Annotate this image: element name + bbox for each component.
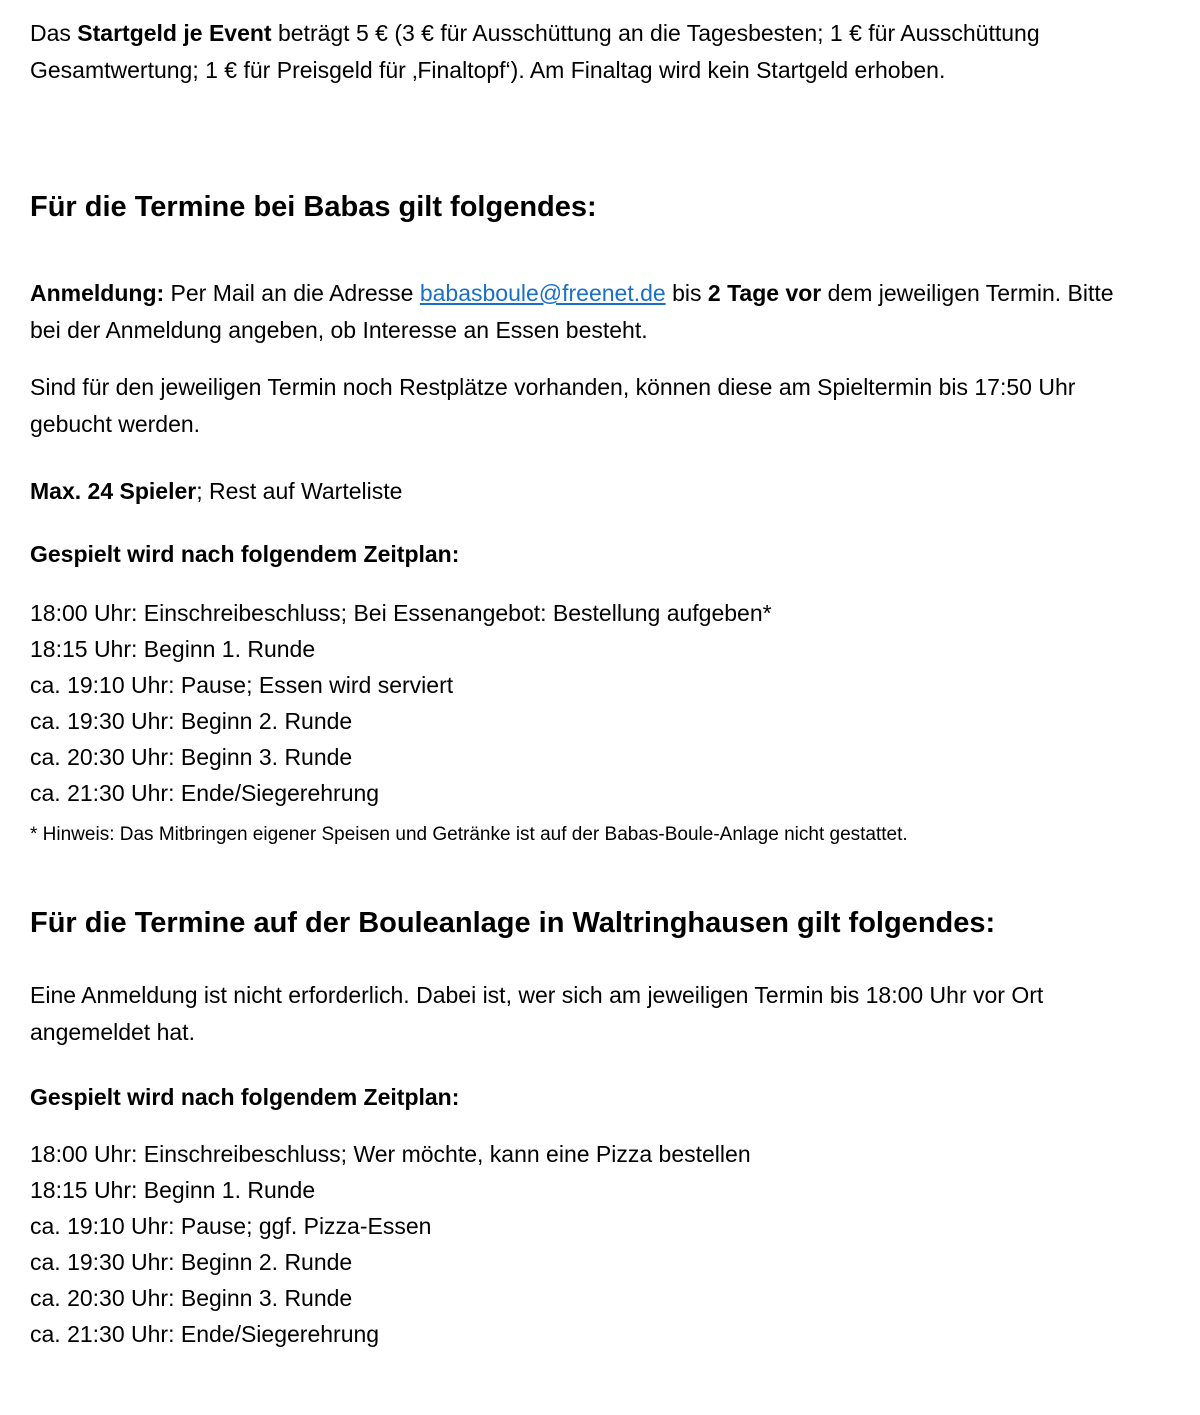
schedule-line: ca. 19:30 Uhr: Beginn 2. Runde	[30, 1249, 353, 1275]
schedule-line: ca. 21:30 Uhr: Ende/Siegerehrung	[30, 780, 380, 806]
bold-text-run: Max. 24 Spieler	[30, 478, 197, 504]
section-heading-babas: Für die Termine bei Babas gilt folgendes:	[30, 191, 597, 223]
email-link[interactable]: babasboule@freenet.de	[419, 280, 666, 306]
hinweis-footnote: * Hinweis: Das Mitbringen eigener Speisen und Getränke ist auf der Babas-Boule-Anlage nicht gestattet.	[30, 824, 908, 845]
schedule-line: 18:15 Uhr: Beginn 1. Runde	[30, 636, 316, 662]
text-run: Das	[30, 20, 78, 46]
text-run: ; Rest auf Warteliste	[196, 478, 403, 504]
schedule-line: ca. 19:10 Uhr: Pause; Essen wird serviert	[30, 672, 454, 698]
text-run: dem jeweiligen Termin. Bitte bei der Anmeldung angeben, ob Interesse an Essen besteht.	[30, 280, 1114, 343]
bold-text-run: 2 Tage vor	[707, 280, 822, 306]
schedule-line: 18:00 Uhr: Einschreibeschluss; Bei Essenangebot: Bestellung aufgeben*	[30, 600, 772, 626]
max-spieler-line	[30, 473, 1122, 510]
section-heading-waltringhausen: Für die Termine auf der Bouleanlage in Waltringhausen gilt folgendes:	[30, 907, 996, 939]
restplaetze-paragraph: Sind für den jeweiligen Termin noch Restplätze vorhanden, können diese am Spieltermin bis 17:50 Uhr gebucht werden.	[30, 374, 1076, 437]
text-run: Per Mail an die Adresse	[164, 280, 420, 306]
text-run: bis	[665, 280, 708, 306]
schedule-line: ca. 20:30 Uhr: Beginn 3. Runde	[30, 744, 353, 770]
bold-text-run: Anmeldung:	[30, 280, 165, 306]
schedule-line: ca. 19:30 Uhr: Beginn 2. Runde	[30, 708, 353, 734]
schedule-line: 18:15 Uhr: Beginn 1. Runde	[30, 1177, 316, 1203]
zeitplan-waltringhausen	[30, 1136, 1122, 1352]
bold-text-run: Startgeld je Event	[77, 20, 272, 46]
anmeldung-paragraph	[30, 275, 1122, 349]
schedule-line: ca. 21:30 Uhr: Ende/Siegerehrung	[30, 1321, 380, 1347]
intro-paragraph	[30, 15, 1122, 89]
schedule-line: ca. 19:10 Uhr: Pause; ggf. Pizza-Essen	[30, 1213, 432, 1239]
zeitplan-label-babas: Gespielt wird nach folgendem Zeitplan:	[30, 541, 460, 567]
anmeldung-waltringhausen-paragraph: Eine Anmeldung ist nicht erforderlich. Dabei ist, wer sich am jeweiligen Termin bis 18:00 Uhr vor Ort angemeldet hat.	[30, 982, 1044, 1045]
zeitplan-label-waltringhausen: Gespielt wird nach folgendem Zeitplan:	[30, 1084, 460, 1110]
text-run: beträgt 5 € (3 € für Ausschüttung an die Tagesbesten; 1 € für Ausschüttung Gesamtwertung; 1 € für Preisgeld für ‚Finaltopf‘). Am Finaltag wird kein Startgeld erhoben.	[30, 20, 1040, 83]
schedule-line: ca. 20:30 Uhr: Beginn 3. Runde	[30, 1285, 353, 1311]
zeitplan-babas	[30, 595, 1122, 811]
schedule-line: 18:00 Uhr: Einschreibeschluss; Wer möchte, kann eine Pizza bestellen	[30, 1141, 751, 1167]
